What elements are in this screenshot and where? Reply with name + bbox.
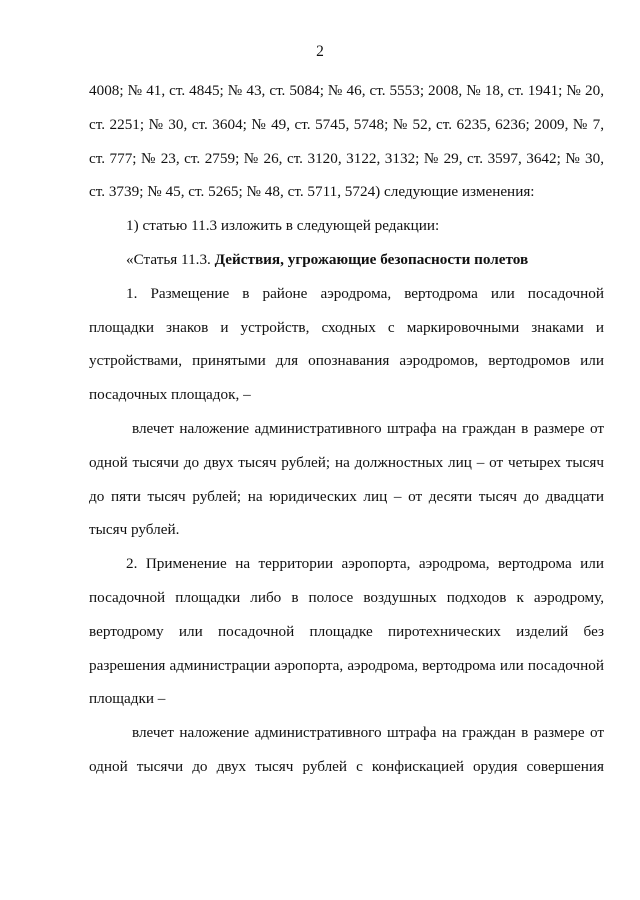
text-line: ст. 3739; № 45, ст. 5265; № 48, ст. 5711, 5724) следующие изменения: (89, 183, 535, 201)
text-line: ст. 2251; № 30, ст. 3604; № 49, ст. 5745, 5748; № 52, ст. 6235, 6236; 2009, № 7, (89, 115, 604, 133)
text-line: 2. Применение на территории аэропорта, аэродрома, вертодрома или (126, 555, 604, 573)
text-line: вертодрому или посадочной площадке пиротехнических изделий без (89, 622, 604, 640)
text-line: устройствами, принятыми для опознавания аэродромов, вертодромов или (89, 352, 604, 370)
text-line: 1) статью 11.3 изложить в следующей редакции: (126, 217, 440, 235)
text-line: площадки – (89, 690, 166, 708)
text-line: влечет наложение административного штрафа на граждан в размере от (132, 419, 604, 437)
text-line: 4008; № 41, ст. 4845; № 43, ст. 5084; № 46, ст. 5553; 2008, № 18, ст. 1941; № 20, (89, 82, 604, 99)
article-heading (89, 243, 604, 277)
text-line: площадки знаков и устройств, сходных с маркировочными знаками и (89, 318, 604, 336)
text-line: одной тысячи до двух тысяч рублей с конфискацией орудия совершения (89, 757, 604, 775)
text-line: посадочных площадок, – (89, 386, 251, 404)
text-line: посадочной площадки либо в полосе воздушных подходов к аэродрому, (89, 588, 604, 606)
text-line: влечет наложение административного штрафа на граждан в размере от (132, 724, 604, 742)
article-number: «Статья 11.3. (126, 250, 215, 268)
text-line: разрешения администрации аэропорта, аэродрома, вертодрома или посадочной (89, 656, 604, 674)
page-number: 2 (316, 43, 324, 60)
text-line: ст. 777; № 23, ст. 2759; № 26, ст. 3120, 3122, 3132; № 29, ст. 3597, 3642; № 30, (89, 149, 604, 167)
text-line: одной тысячи до двух тысяч рублей; на должностных лиц – от четырех тысяч (89, 453, 604, 471)
text-line: до пяти тысяч рублей; на юридических лиц – от десяти тысяч до двадцати (89, 487, 604, 505)
document-body (89, 74, 604, 784)
text-line: тысяч рублей. (89, 521, 180, 539)
text-line: 1. Размещение в районе аэродрома, вертодрома или посадочной (126, 284, 604, 302)
article-title: Действия, угрожающие безопасности полетов (214, 250, 529, 268)
